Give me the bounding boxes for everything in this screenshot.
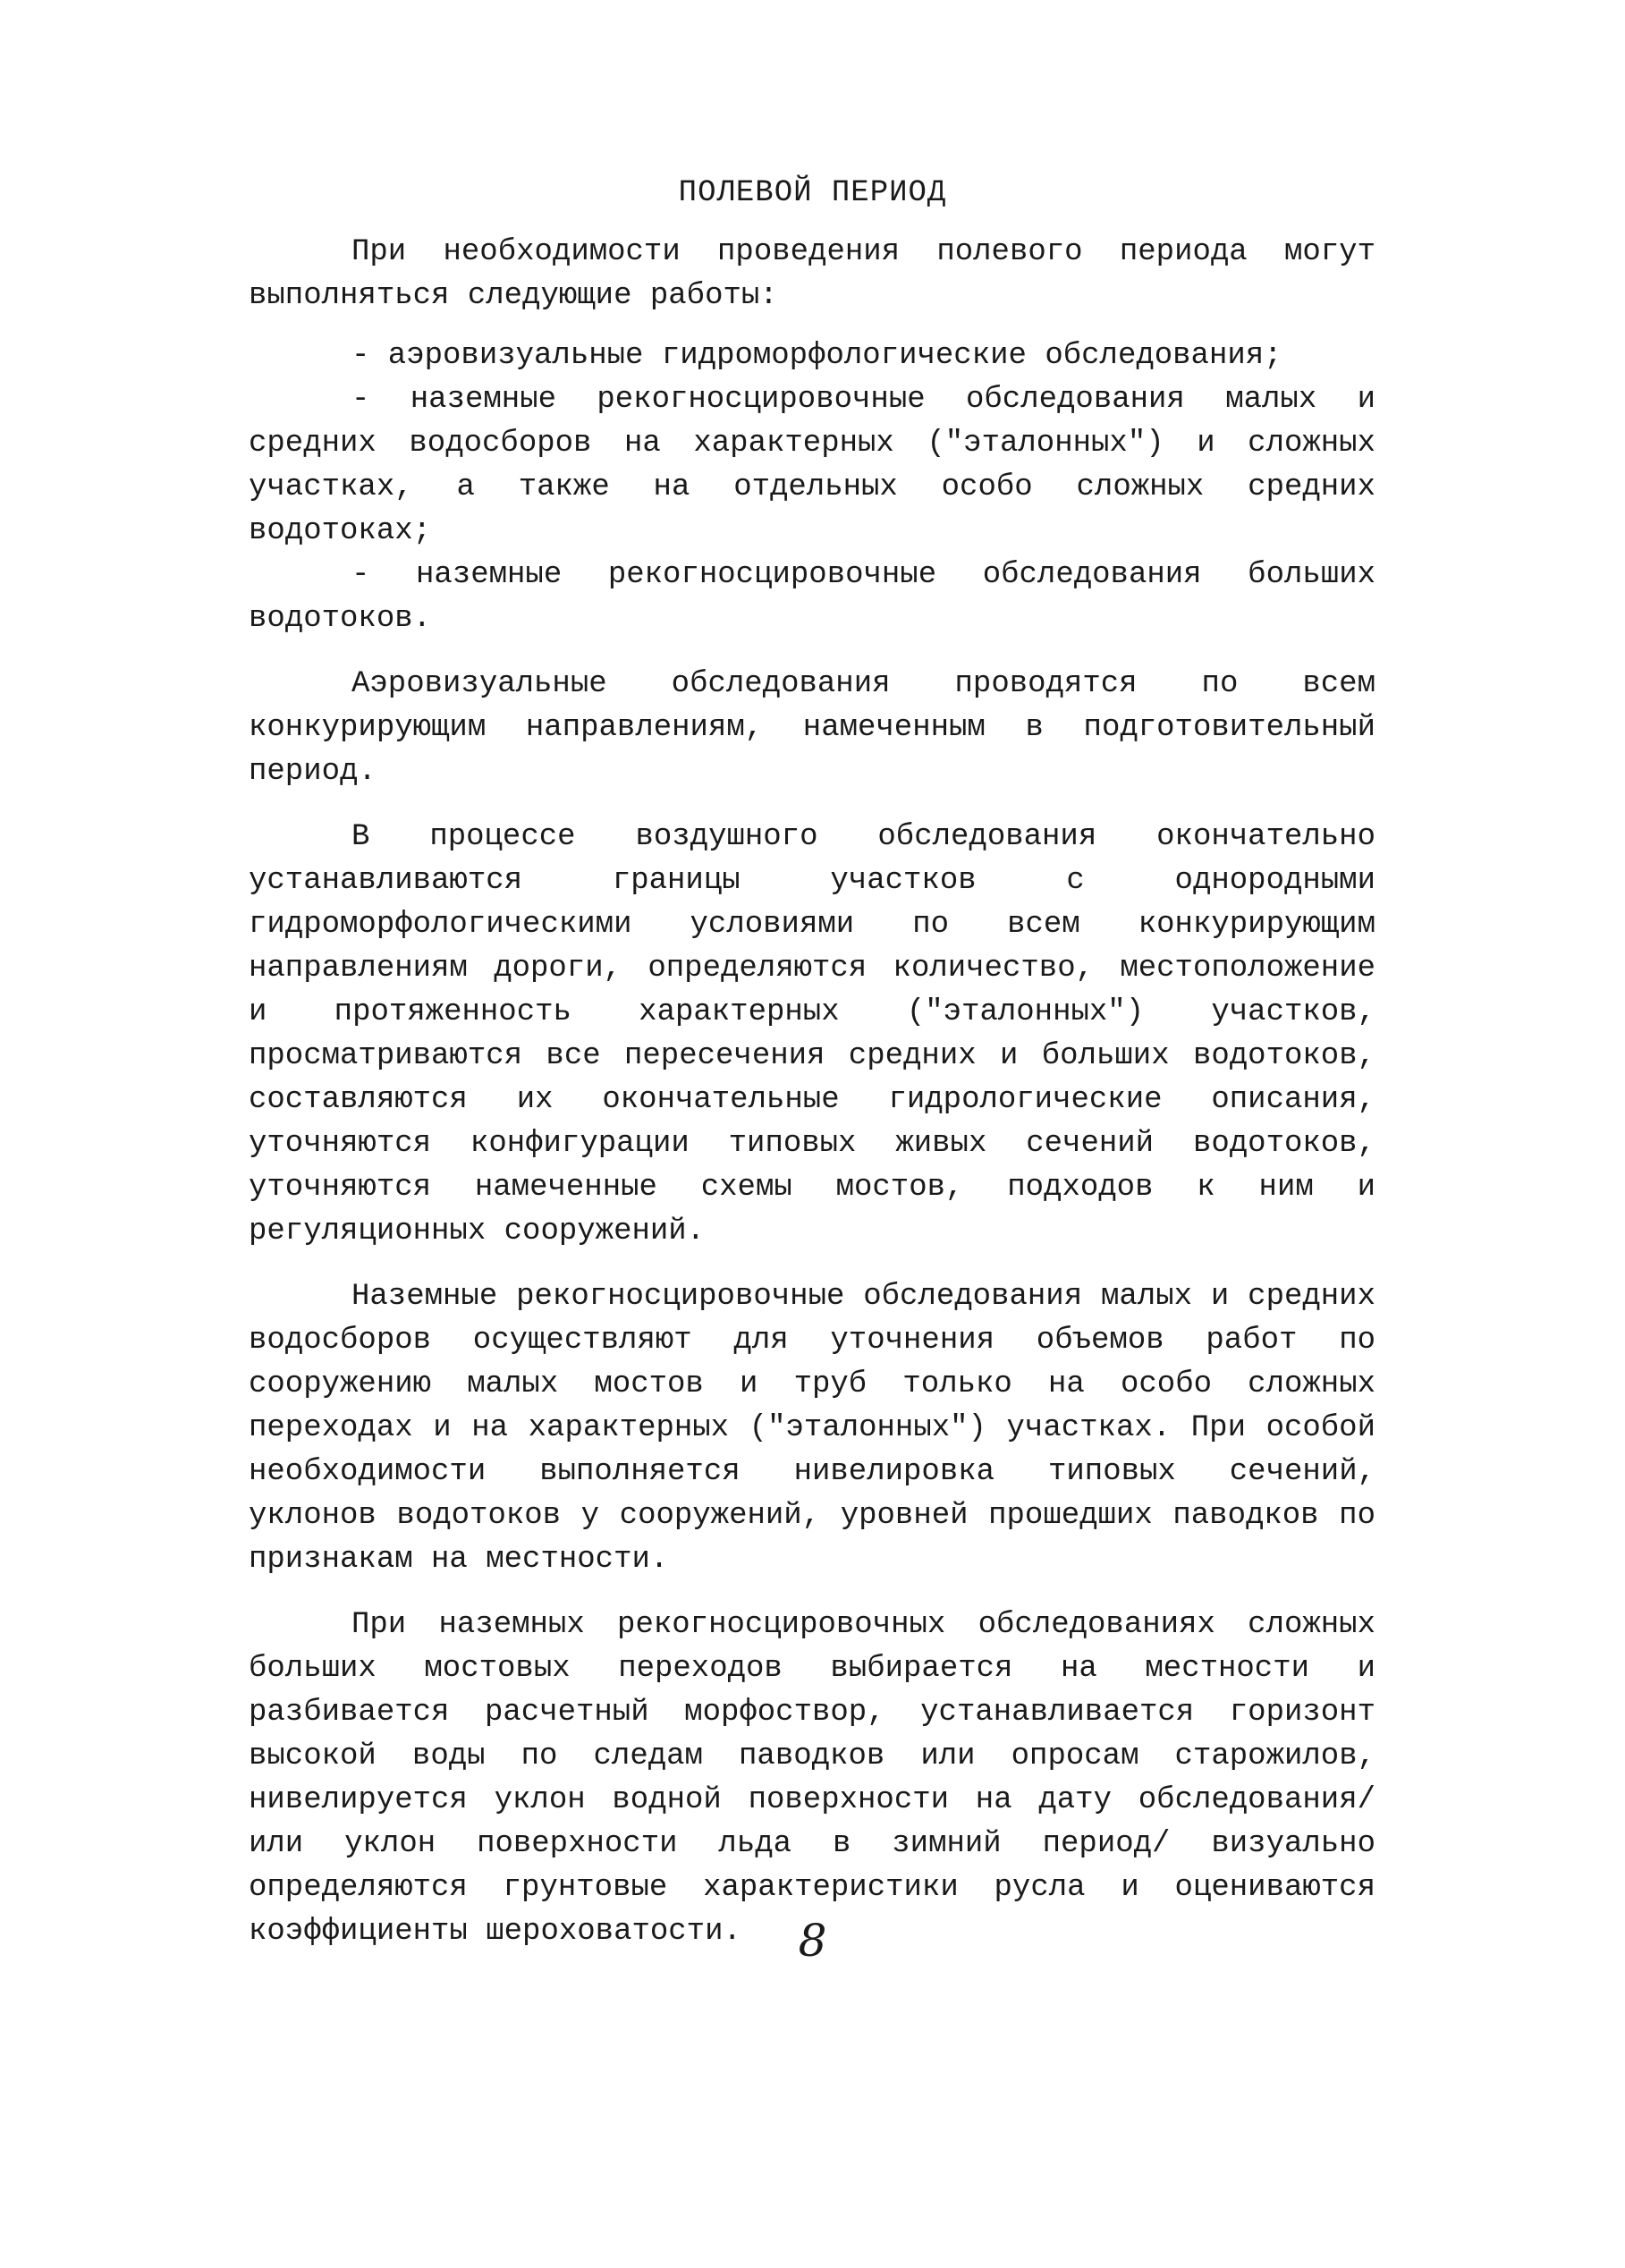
paragraph-ground-survey-bridges: При наземных рекогносцировочных обследованиях сложных больших мостовых переходов выбирается на местности и разбивается расчетный морфоствор, устанавливается горизонт высокой воды по следам паводков или опросам старожилов, нивелируется уклон водной поверхности на дату обследования/или уклон поверхности льда в зимний период/ визуально определяются грунтовые характеристики русла и оцениваются коэффициенты шероховатости. xyxy=(249,1608,1375,1949)
intro-paragraph: При необходимости проведения полевого периода могут выполняться следующие работы: xyxy=(249,235,1375,313)
document-body xyxy=(249,231,1375,1954)
paragraph-ground-survey-basins: Наземные рекогносцировочные обследования малых и средних водосборов осуществляют для уточнения объемов работ по сооружению малых мостов и труб только на особо сложных переходах и на характерных ("эталонных") участках. При особой необходимости выполняется нивелировка типовых сечений, уклонов водотоков у сооружений, уровней прошедших паводков по признакам на местности. xyxy=(249,1280,1375,1577)
page-number: 8 xyxy=(798,1915,827,1967)
list-item-large-watercourses: - наземные рекогносцировочные обследования больших водотоков. xyxy=(249,558,1375,636)
work-list xyxy=(249,334,1375,641)
list-item-small-medium-basins: - наземные рекогносцировочные обследования малых и средних водосборов на характерных ("эталонных") и сложных участках, а также на отдельных особо сложных средних водотоках; xyxy=(249,383,1375,548)
paragraph-air-survey: В процессе воздушного обследования окончательно устанавливаются границы участков с однородными гидроморфологическими условиями по всем конкурирующим направлениям дороги, определяются количество, местоположение и протяженность характерных ("эталонных") участков, просматриваются все пересечения средних и больших водотоков, составляются их окончательные гидрологические описания, уточняются конфигурации типовых живых сечений водотоков, уточняются намеченные схемы мостов, подходов к ним и регуляционных сооружений. xyxy=(249,820,1375,1248)
list-item-aerovisual: - аэровизуальные гидроморфологические обследования; xyxy=(351,339,1282,373)
section-title: ПОЛЕВОЙ ПЕРИОД xyxy=(678,176,947,210)
paragraph-aerovisual: Аэровизуальные обследования проводятся по всем конкурирующим направлениям, намеченным в подготовительный период. xyxy=(249,667,1375,789)
